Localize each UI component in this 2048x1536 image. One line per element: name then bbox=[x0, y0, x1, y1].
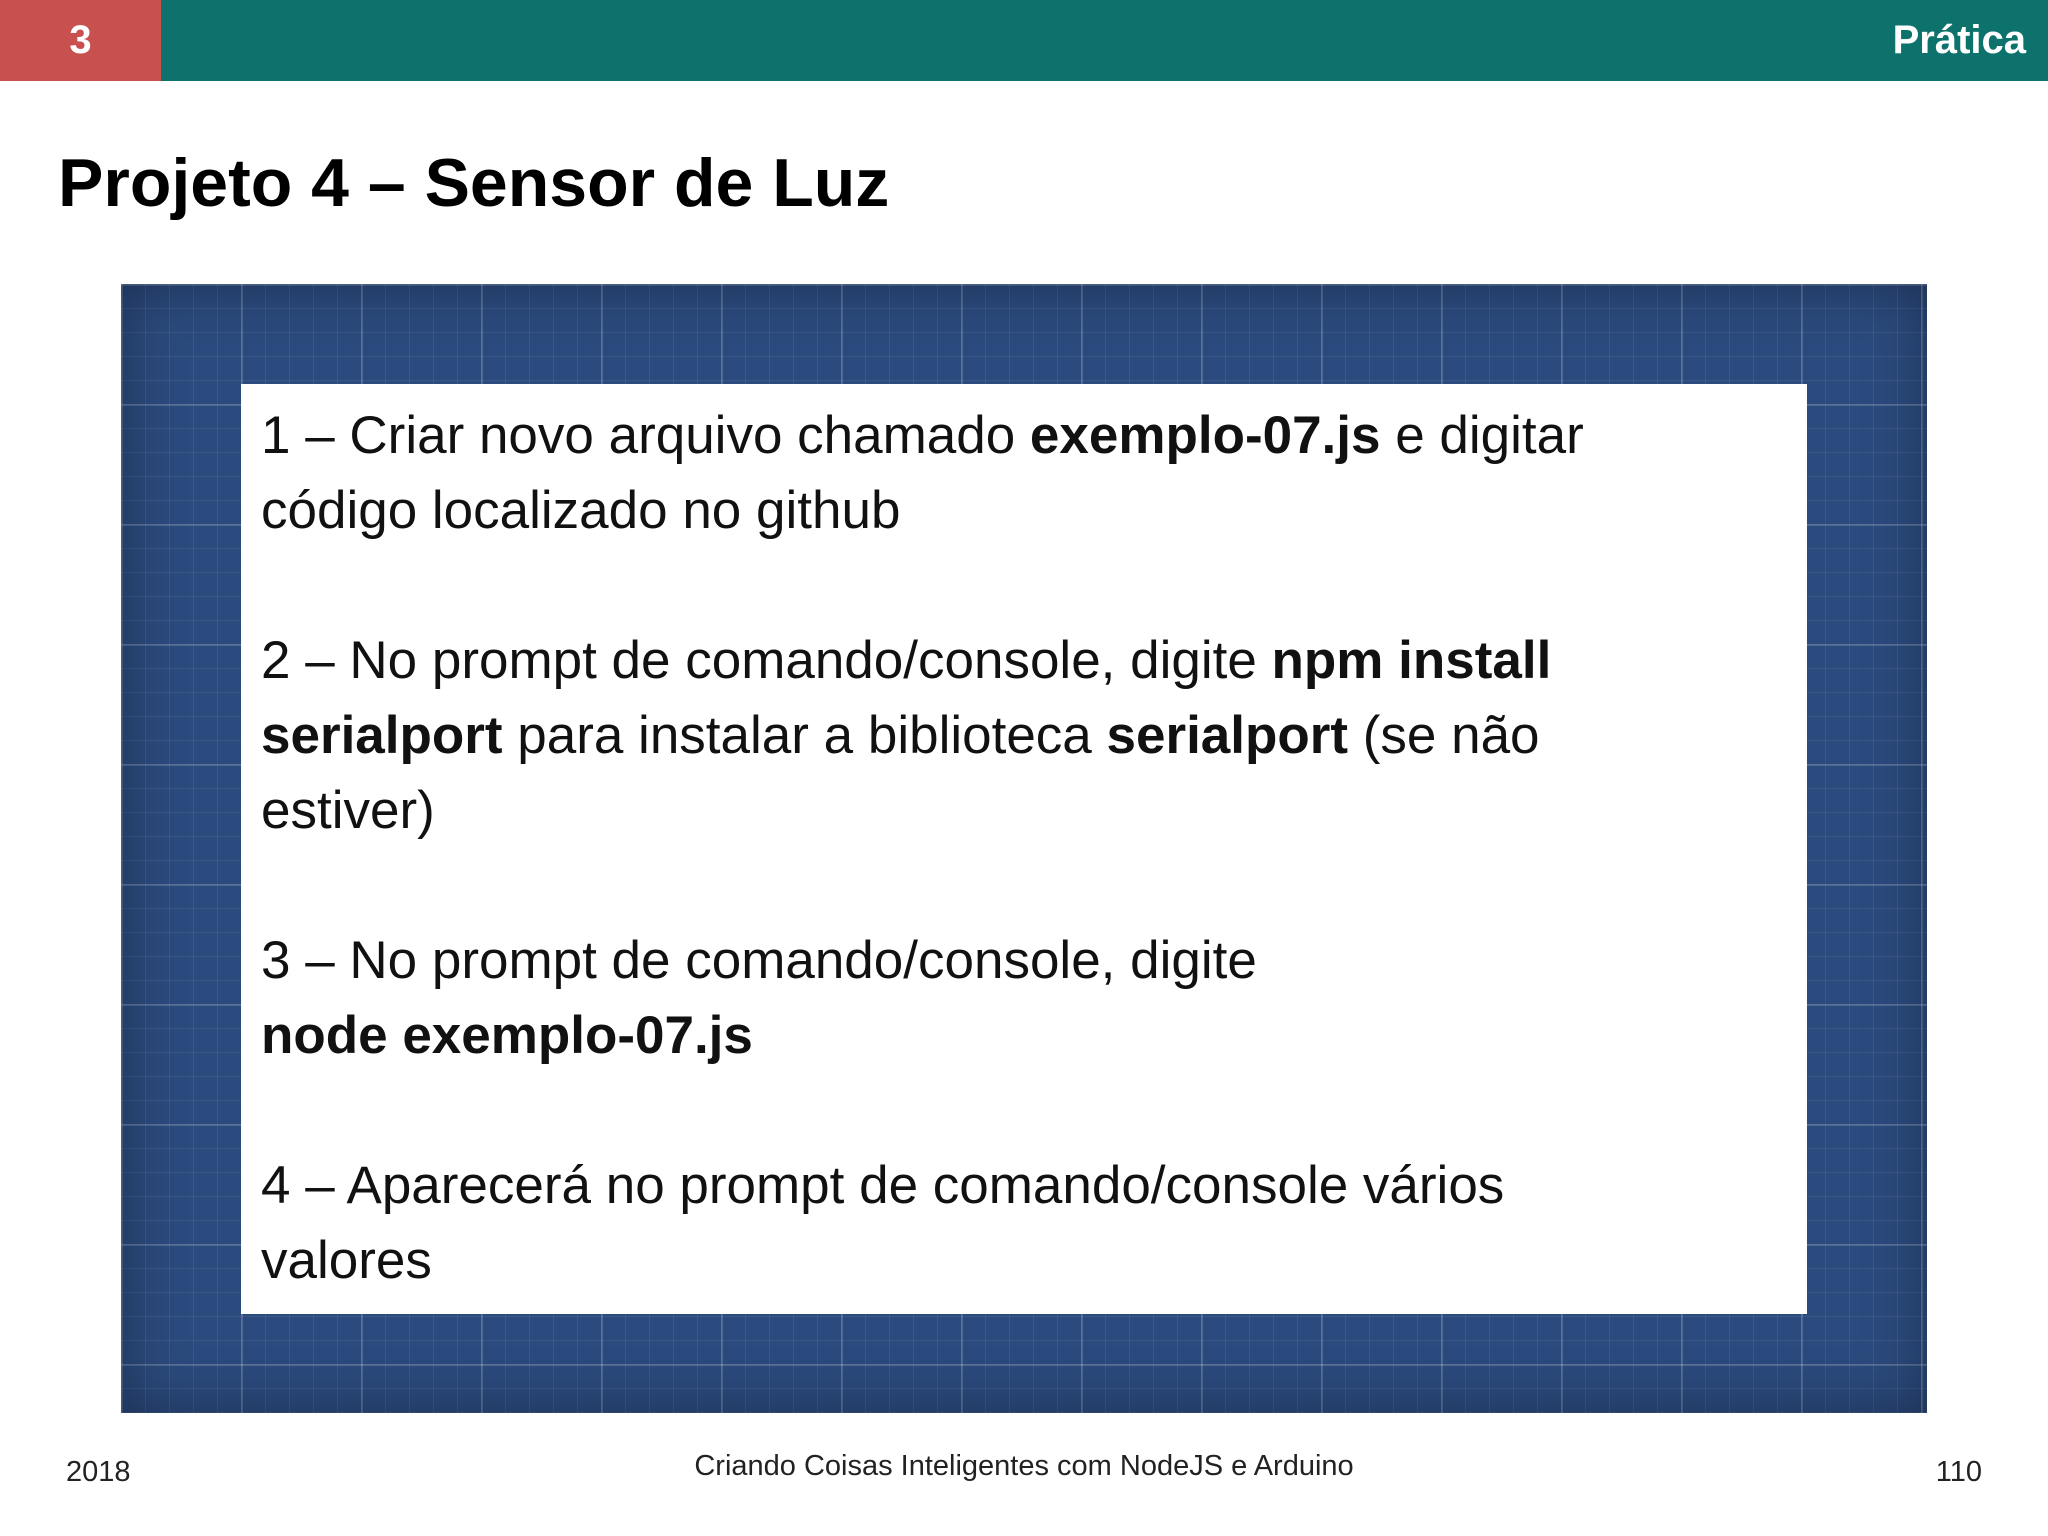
step-2-command-part2: serialport bbox=[261, 706, 503, 765]
header-bar bbox=[0, 0, 2048, 81]
step-4-text-line2: valores bbox=[261, 1231, 432, 1290]
step-1-text-end: e digitar bbox=[1380, 406, 1584, 465]
section-label: Prática bbox=[1892, 18, 2026, 62]
step-2-text-line3: estiver) bbox=[261, 781, 435, 840]
step-1-text: 1 – Criar novo arquivo chamado bbox=[261, 406, 1030, 465]
step-3-text: 3 – No prompt de comando/console, digite bbox=[261, 931, 1257, 990]
step-2-text: 2 – No prompt de comando/console, digite bbox=[261, 631, 1272, 690]
step-1-text-line2: código localizado no github bbox=[261, 481, 901, 540]
step-4-text: 4 – Aparecerá no prompt de comando/console vários bbox=[261, 1156, 1505, 1215]
step-2-library-name: serialport bbox=[1106, 706, 1349, 765]
footer-course-title: Criando Coisas Inteligentes com NodeJS e Arduino bbox=[694, 1450, 1354, 1482]
footer-page-number: 110 bbox=[1935, 1456, 1982, 1488]
footer-year: 2018 bbox=[66, 1456, 131, 1488]
step-1 bbox=[261, 398, 1787, 548]
step-2-text-mid: para instalar a biblioteca bbox=[502, 706, 1107, 765]
step-2 bbox=[261, 623, 1787, 848]
page-title: Projeto 4 – Sensor de Luz bbox=[58, 145, 890, 221]
instructions-card bbox=[241, 384, 1807, 1314]
step-1-filename: exemplo-07.js bbox=[1029, 406, 1381, 465]
step-3-command: node exemplo-07.js bbox=[261, 1006, 753, 1065]
step-4 bbox=[261, 1148, 1787, 1298]
section-number: 3 bbox=[0, 0, 161, 81]
step-2-command-part1: npm install bbox=[1271, 631, 1552, 690]
step-3 bbox=[261, 923, 1787, 1073]
step-2-text-end: (se não bbox=[1348, 706, 1540, 765]
